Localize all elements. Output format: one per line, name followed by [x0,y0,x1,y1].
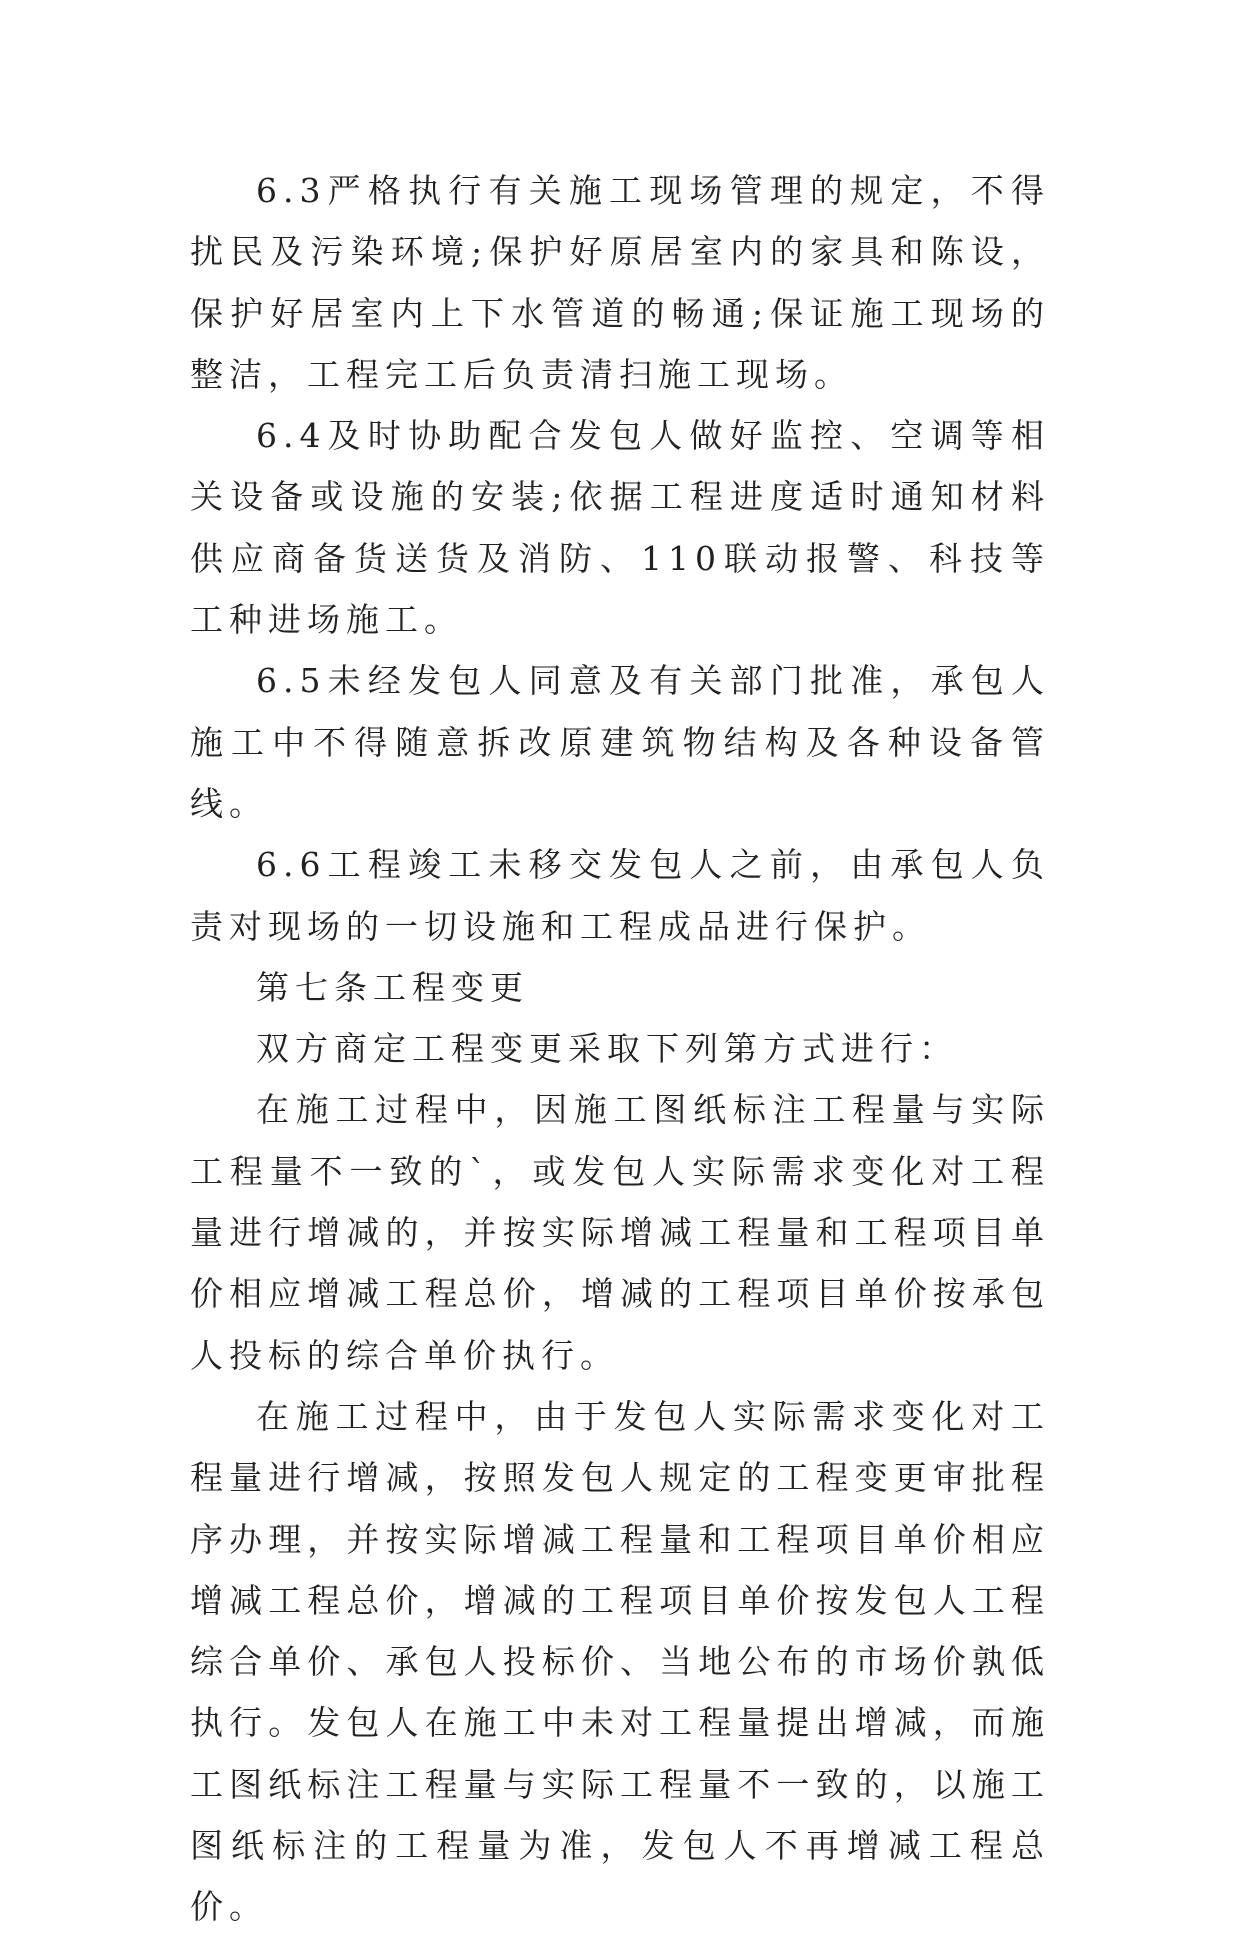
paragraph-6-5: 6.5未经发包人同意及有关部门批准，承包人施工中不得随意拆改原建筑物结构及各种设备管线。 [190,661,1050,823]
paragraph-change-option-2: 在施工过程中，由于发包人实际需求变化对工程量进行增减，按照发包人规定的工程变更审批程序办理，并按实际增减工程量和工程项目单价相应增减工程总价，增减的工程项目单价按发包人工程综合单价、承包人投标价、当地公布的市场价孰低执行。发包人在施工中未对工程量提出增减，而施工图纸标注工程量与实际工程量不一致的，以施工图纸标注的工程量为准，发包人不再增减工程总价。 [190,1396,1050,1927]
paragraph-6-6: 6.6工程竣工未移交发包人之前，由承包人负责对现场的一切设施和工程成品进行保护。 [190,845,1050,946]
document-body [190,160,1050,1938]
paragraph-change-option-1: 在施工过程中，因施工图纸标注工程量与实际工程量不一致的`，或发包人实际需求变化对工程量进行增减的，并按实际增减工程量和工程项目单价相应增减工程总价，增减的工程项目单价按承包人投标的综合单价执行。 [190,1090,1050,1375]
paragraph-change-method: 双方商定工程变更采取下列第方式进行： [256,1029,958,1069]
section-heading-article-7: 第七条工程变更 [256,967,529,1007]
paragraph-6-4: 6.4及时协助配合发包人做好监控、空调等相关设备或设施的安装;依据工程进度适时通知材料供应商备货送货及消防、110联动报警、科技等工种进场施工。 [190,416,1050,640]
paragraph-6-3: 6.3严格执行有关施工现场管理的规定，不得扰民及污染环境;保护好原居室内的家具和陈设，保护好居室内上下水管道的畅通;保证施工现场的整洁，工程完工后负责清扫施工现场。 [190,171,1050,394]
